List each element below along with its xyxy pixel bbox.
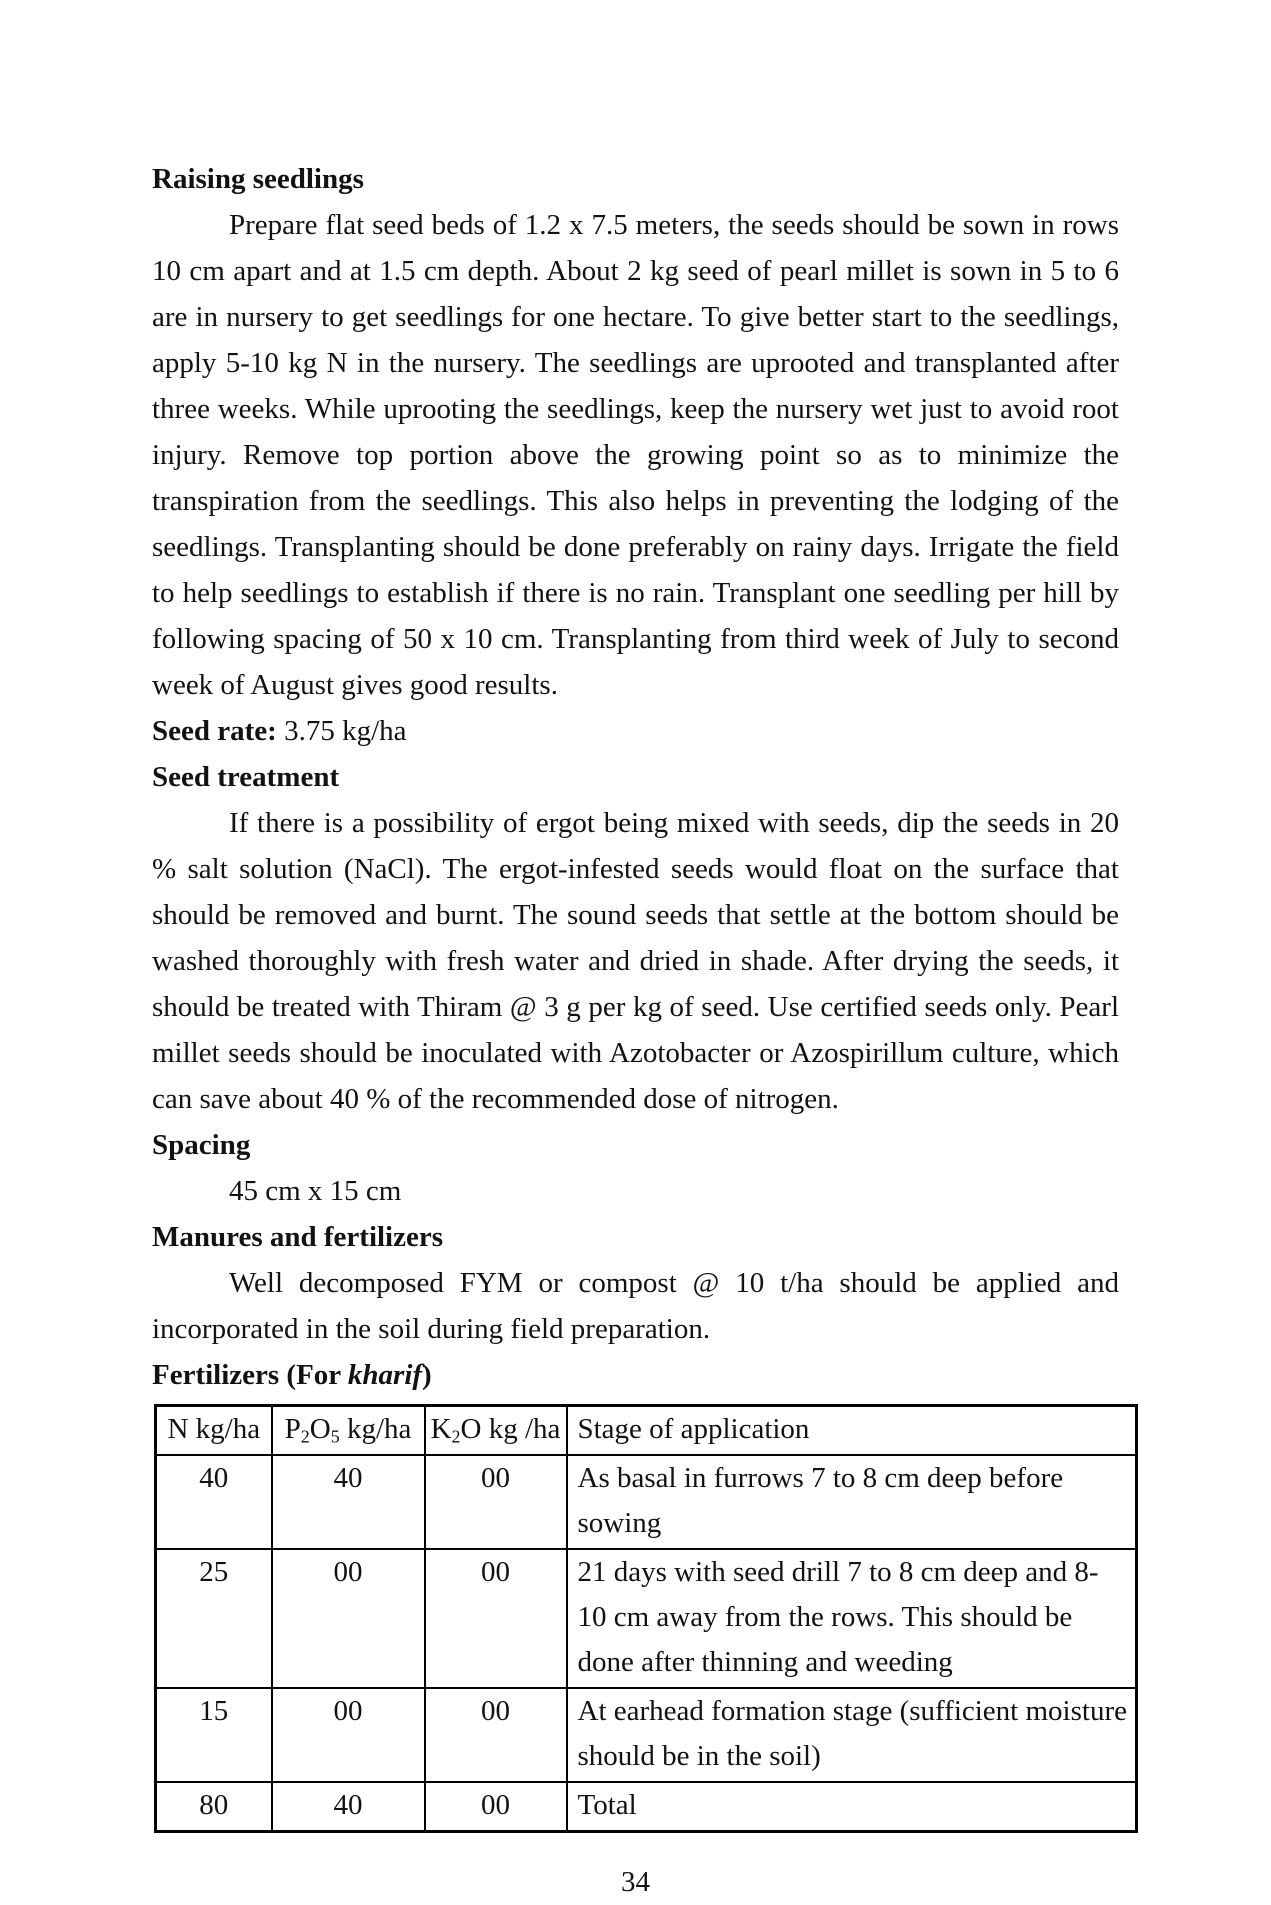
- heading-spacing: Spacing: [152, 1129, 251, 1161]
- p2o5-oxygen: O: [309, 1413, 331, 1445]
- table-row: [156, 1782, 1137, 1832]
- fertilizers-heading-prefix: Fertilizers (For: [152, 1359, 348, 1391]
- cell-stage: Total: [567, 1782, 1137, 1832]
- col-header-p2o5: [272, 1406, 425, 1456]
- table-row: [156, 1455, 1137, 1549]
- paragraph-seed-treatment: If there is a possibility of ergot being mixed with seeds, dip the seeds in 20 % salt solution (NaCl). The ergot-infested seeds would float on the surface that should be removed and burnt. The sound seeds that settle at the bottom should be washed thoroughly with fresh water and dried in shade. After drying the seeds, it should be treated with Thiram @ 3 g per kg of seed. Use certified seeds only. Pearl millet seeds should be inoculated with Azotobacter or Azospirillum culture, which can save about 40 % of the recommended dose of nitrogen.: [152, 807, 1119, 1115]
- cell-n: 80: [156, 1782, 272, 1832]
- cell-p2o5: 40: [272, 1455, 425, 1549]
- spacing-value: 45 cm x 15 cm: [229, 1175, 402, 1207]
- seed-rate-value: 3.75 kg/ha: [284, 715, 407, 747]
- cell-p2o5: 00: [272, 1688, 425, 1782]
- fertilizers-heading-suffix: ): [422, 1359, 432, 1391]
- k2o-element: K: [430, 1413, 452, 1445]
- cell-stage: At earhead formation stage (sufficient moisture should be in the soil): [567, 1688, 1137, 1782]
- k2o-subscript-2: 2: [451, 1426, 461, 1447]
- col-header-k2o: [425, 1406, 567, 1456]
- cell-p2o5: 00: [272, 1549, 425, 1688]
- cell-k2o: 00: [425, 1782, 567, 1832]
- cell-k2o: 00: [425, 1455, 567, 1549]
- cell-n: 25: [156, 1549, 272, 1688]
- table-row: [156, 1688, 1137, 1782]
- p2o5-element: P: [284, 1413, 301, 1445]
- seed-rate-line: [152, 708, 1119, 754]
- col-header-stage: Stage of application: [567, 1406, 1137, 1456]
- cell-p2o5: 40: [272, 1782, 425, 1832]
- p2o5-subscript-2: 2: [300, 1426, 310, 1447]
- cell-stage: 21 days with seed drill 7 to 8 cm deep and 8-10 cm away from the rows. This should be done after thinning and weeding: [567, 1549, 1137, 1688]
- heading-raising-seedlings: Raising seedlings: [152, 163, 364, 195]
- fertilizers-heading-kharif-italic: kharif: [347, 1359, 423, 1391]
- seed-rate-label: Seed rate:: [152, 715, 277, 747]
- page-number: 34: [621, 1866, 650, 1898]
- paragraph-manures-fertilizers: Well decomposed FYM or compost @ 10 t/ha should be applied and incorporated in the soil during field preparation.: [152, 1267, 1119, 1345]
- table-row: [156, 1549, 1137, 1688]
- cell-k2o: 00: [425, 1688, 567, 1782]
- paragraph-raising-seedlings: Prepare flat seed beds of 1.2 x 7.5 meters, the seeds should be sown in rows 10 cm apart and at 1.5 cm depth. About 2 kg seed of pearl millet is sown in 5 to 6 are in nursery to get seedlings for one hectare. To give better start to the seedlings, apply 5-10 kg N in the nursery. The seedlings are uprooted and transplanted after three weeks. While uprooting the seedlings, keep the nursery wet just to avoid root injury. Remove top portion above the growing point so as to minimize the transpiration from the seedlings. This also helps in preventing the lodging of the seedlings. Transplanting should be done preferably on rainy days. Irrigate the field to help seedlings to establish if there is no rain. Transplant one seedling per hill by following spacing of 50 x 10 cm. Transplanting from third week of July to second week of August gives good results.: [152, 209, 1119, 701]
- k2o-unit: O kg /ha: [460, 1413, 561, 1445]
- cell-n: 15: [156, 1688, 272, 1782]
- cell-stage: As basal in furrows 7 to 8 cm deep before sowing: [567, 1455, 1137, 1549]
- col-header-n: N kg/ha: [156, 1406, 272, 1456]
- fertilizer-table: [154, 1404, 1138, 1833]
- heading-manures-fertilizers: Manures and fertilizers: [152, 1221, 444, 1253]
- cell-k2o: 00: [425, 1549, 567, 1688]
- heading-fertilizers-kharif: [152, 1352, 1119, 1398]
- p2o5-unit: kg/ha: [339, 1413, 412, 1445]
- p2o5-subscript-5: 5: [330, 1426, 340, 1447]
- heading-seed-treatment: Seed treatment: [152, 761, 340, 793]
- table-header-row: [156, 1406, 1137, 1456]
- cell-n: 40: [156, 1455, 272, 1549]
